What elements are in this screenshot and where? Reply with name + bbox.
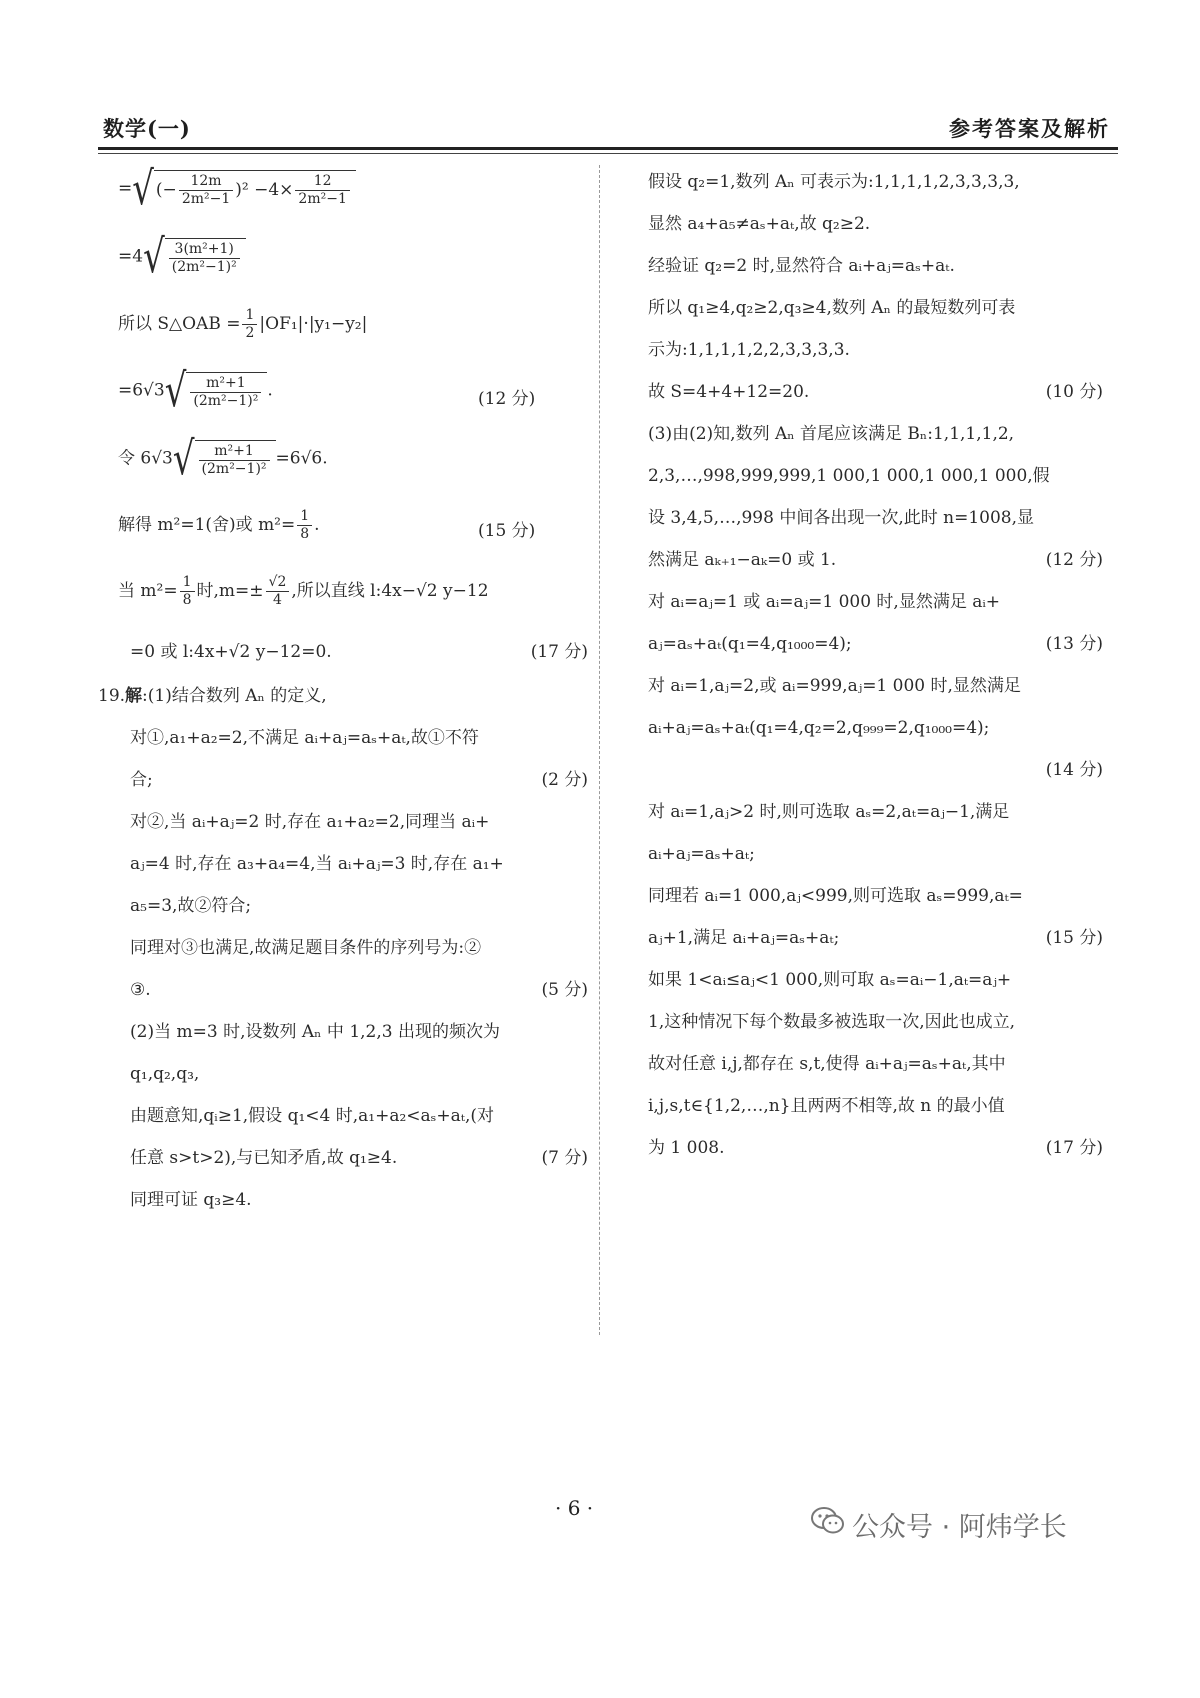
page-header <box>98 105 1118 145</box>
text-line: 合; (2 分) <box>130 770 588 790</box>
header-subject: 数学(一) <box>103 116 191 141</box>
text-line: 示为:1,1,1,1,2,2,3,3,3,3. <box>648 340 850 360</box>
text-line: =0 或 l:4x+√2 y−12=0. (17 分) <box>130 642 588 662</box>
text-line: 对 aᵢ=aⱼ=1 或 aᵢ=aⱼ=1 000 时,显然满足 aᵢ+ <box>648 592 1001 612</box>
watermark: 公众号 · 阿炜学长 <box>852 1512 1067 1543</box>
header-rule-thin <box>98 153 1118 154</box>
text-line: (3)由(2)知,数列 Aₙ 首尾应该满足 Bₙ:1,1,1,1,2, <box>648 424 1015 444</box>
text-line: 对 aᵢ=1,aⱼ>2 时,则可选取 aₛ=2,aₜ=aⱼ−1,满足 <box>648 802 1010 822</box>
text-line: aⱼ=aₛ+aₜ(q₁=4,q₁₀₀₀=4); (13 分) <box>648 634 1103 654</box>
text-line: 故 S=4+4+12=20. (10 分) <box>648 382 1103 402</box>
formula-line: 当 m²= $\frac{1}{8}$ 时,m=± $\frac{√2}{4}$ ,所以直线 l:4x−√2 y−12 <box>118 574 489 608</box>
text-line: 对①,a₁+a₂=2,不满足 aᵢ+aⱼ=aₛ+aₜ,故①不符 <box>130 728 479 748</box>
header-title: 参考答案及解析 <box>949 116 1110 141</box>
text-line: q₁,q₂,q₃, <box>130 1064 200 1084</box>
text-line: 显然 a₄+a₅≠aₛ+aₜ,故 q₂≥2. <box>648 214 871 234</box>
formula-discriminant: =√ (− $\frac{12m}{\text{2m²−1}}$ )² −4× $\frac{12}{\text{2m²−1}}$ <box>118 170 356 208</box>
text-line: 同理可证 q₃≥4. <box>130 1190 252 1210</box>
text-line: 如果 1<aᵢ≤aⱼ<1 000,则可取 aₛ=aᵢ−1,aₜ=aⱼ+ <box>648 970 1012 990</box>
text-line: 2,3,…,998,999,999,1 000,1 000,1 000,1 000,假 <box>648 466 1050 486</box>
text-line: 对②,当 aᵢ+aⱼ=2 时,存在 a₁+a₂=2,同理当 aᵢ+ <box>130 812 490 832</box>
text-line: a₅=3,故②符合; <box>130 896 252 916</box>
question-19-heading: 19.解:(1)结合数列 Aₙ 的定义, <box>98 686 327 706</box>
text-line: 任意 s>t>2),与已知矛盾,故 q₁≥4. (7 分) <box>130 1148 588 1168</box>
text-line: 所以 q₁≥4,q₂≥2,q₃≥4,数列 Aₙ 的最短数列可表 <box>648 298 1016 318</box>
text-line: 对 aᵢ=1,aⱼ=2,或 aᵢ=999,aⱼ=1 000 时,显然满足 <box>648 676 1021 696</box>
text-line: 设 3,4,5,…,998 中间各出现一次,此时 n=1008,显 <box>648 508 1034 528</box>
text-line: aᵢ+aⱼ=aₛ+aₜ; <box>648 844 755 864</box>
text-line: 然满足 aₖ₊₁−aₖ=0 或 1. (12 分) <box>648 550 1103 570</box>
formula-solve: 解得 m²=1(舍)或 m²= $\frac{1}{8}$ . <box>118 508 320 542</box>
text-line: aᵢ+aⱼ=aₛ+aₜ(q₁=4,q₂=2,q₉₉₉=2,q₁₀₀₀=4); <box>648 718 990 738</box>
header-rule <box>98 147 1118 150</box>
text-line: i,j,s,t∈{1,2,…,n}且两两不相等,故 n 的最小值 <box>648 1096 1005 1116</box>
text-line: (2)当 m=3 时,设数列 Aₙ 中 1,2,3 出现的频次为 <box>130 1022 500 1042</box>
formula-root: =4√ $\frac{\text{3(m²+1)}}{\text{(2m²−1)²}}$ <box>118 238 246 276</box>
page-number: · 6 · <box>555 1496 594 1520</box>
wechat-icon <box>810 1506 846 1536</box>
text-line: 1,这种情况下每个数最多被选取一次,因此也成立, <box>648 1012 1016 1032</box>
score-label: (12 分) <box>478 389 536 409</box>
formula-area-result: =6√3√ $\frac{\text{m²+1}}{\text{(2m²−1)²}}$ . <box>118 364 273 418</box>
score-label: (15 分) <box>478 521 536 541</box>
text-line: 由题意知,qᵢ≥1,假设 q₁<4 时,a₁+a₂<aₛ+aₜ,(对 <box>130 1106 494 1126</box>
text-line: ③. (5 分) <box>130 980 588 1000</box>
formula-equation: 令 6√3√ $\frac{\text{m²+1}}{\text{(2m²−1)²}}$ =6√6. <box>118 432 328 486</box>
column-divider <box>599 165 600 1335</box>
text-line: 为 1 008. (17 分) <box>648 1138 1103 1158</box>
text-line: 同理若 aᵢ=1 000,aⱼ<999,则可选取 aₛ=999,aₜ= <box>648 886 1023 906</box>
text-line: 故对任意 i,j,都存在 s,t,使得 aᵢ+aⱼ=aₛ+aₜ,其中 <box>648 1054 1006 1074</box>
formula-area: 所以 S△OAB = $\frac{1}{2}$ |OF₁|·|y₁−y₂| <box>118 307 368 341</box>
text-line: 同理对③也满足,故满足题目条件的序列号为:② <box>130 938 482 958</box>
text-line: 假设 q₂=1,数列 Aₙ 可表示为:1,1,1,1,2,3,3,3,3, <box>648 172 1020 192</box>
text-line: aⱼ+1,满足 aᵢ+aⱼ=aₛ+aₜ; (15 分) <box>648 928 1103 948</box>
text-line: 经验证 q₂=2 时,显然符合 aᵢ+aⱼ=aₛ+aₜ. <box>648 256 955 276</box>
text-line: aⱼ=4 时,存在 a₃+a₄=4,当 aᵢ+aⱼ=3 时,存在 a₁+ <box>130 854 504 874</box>
